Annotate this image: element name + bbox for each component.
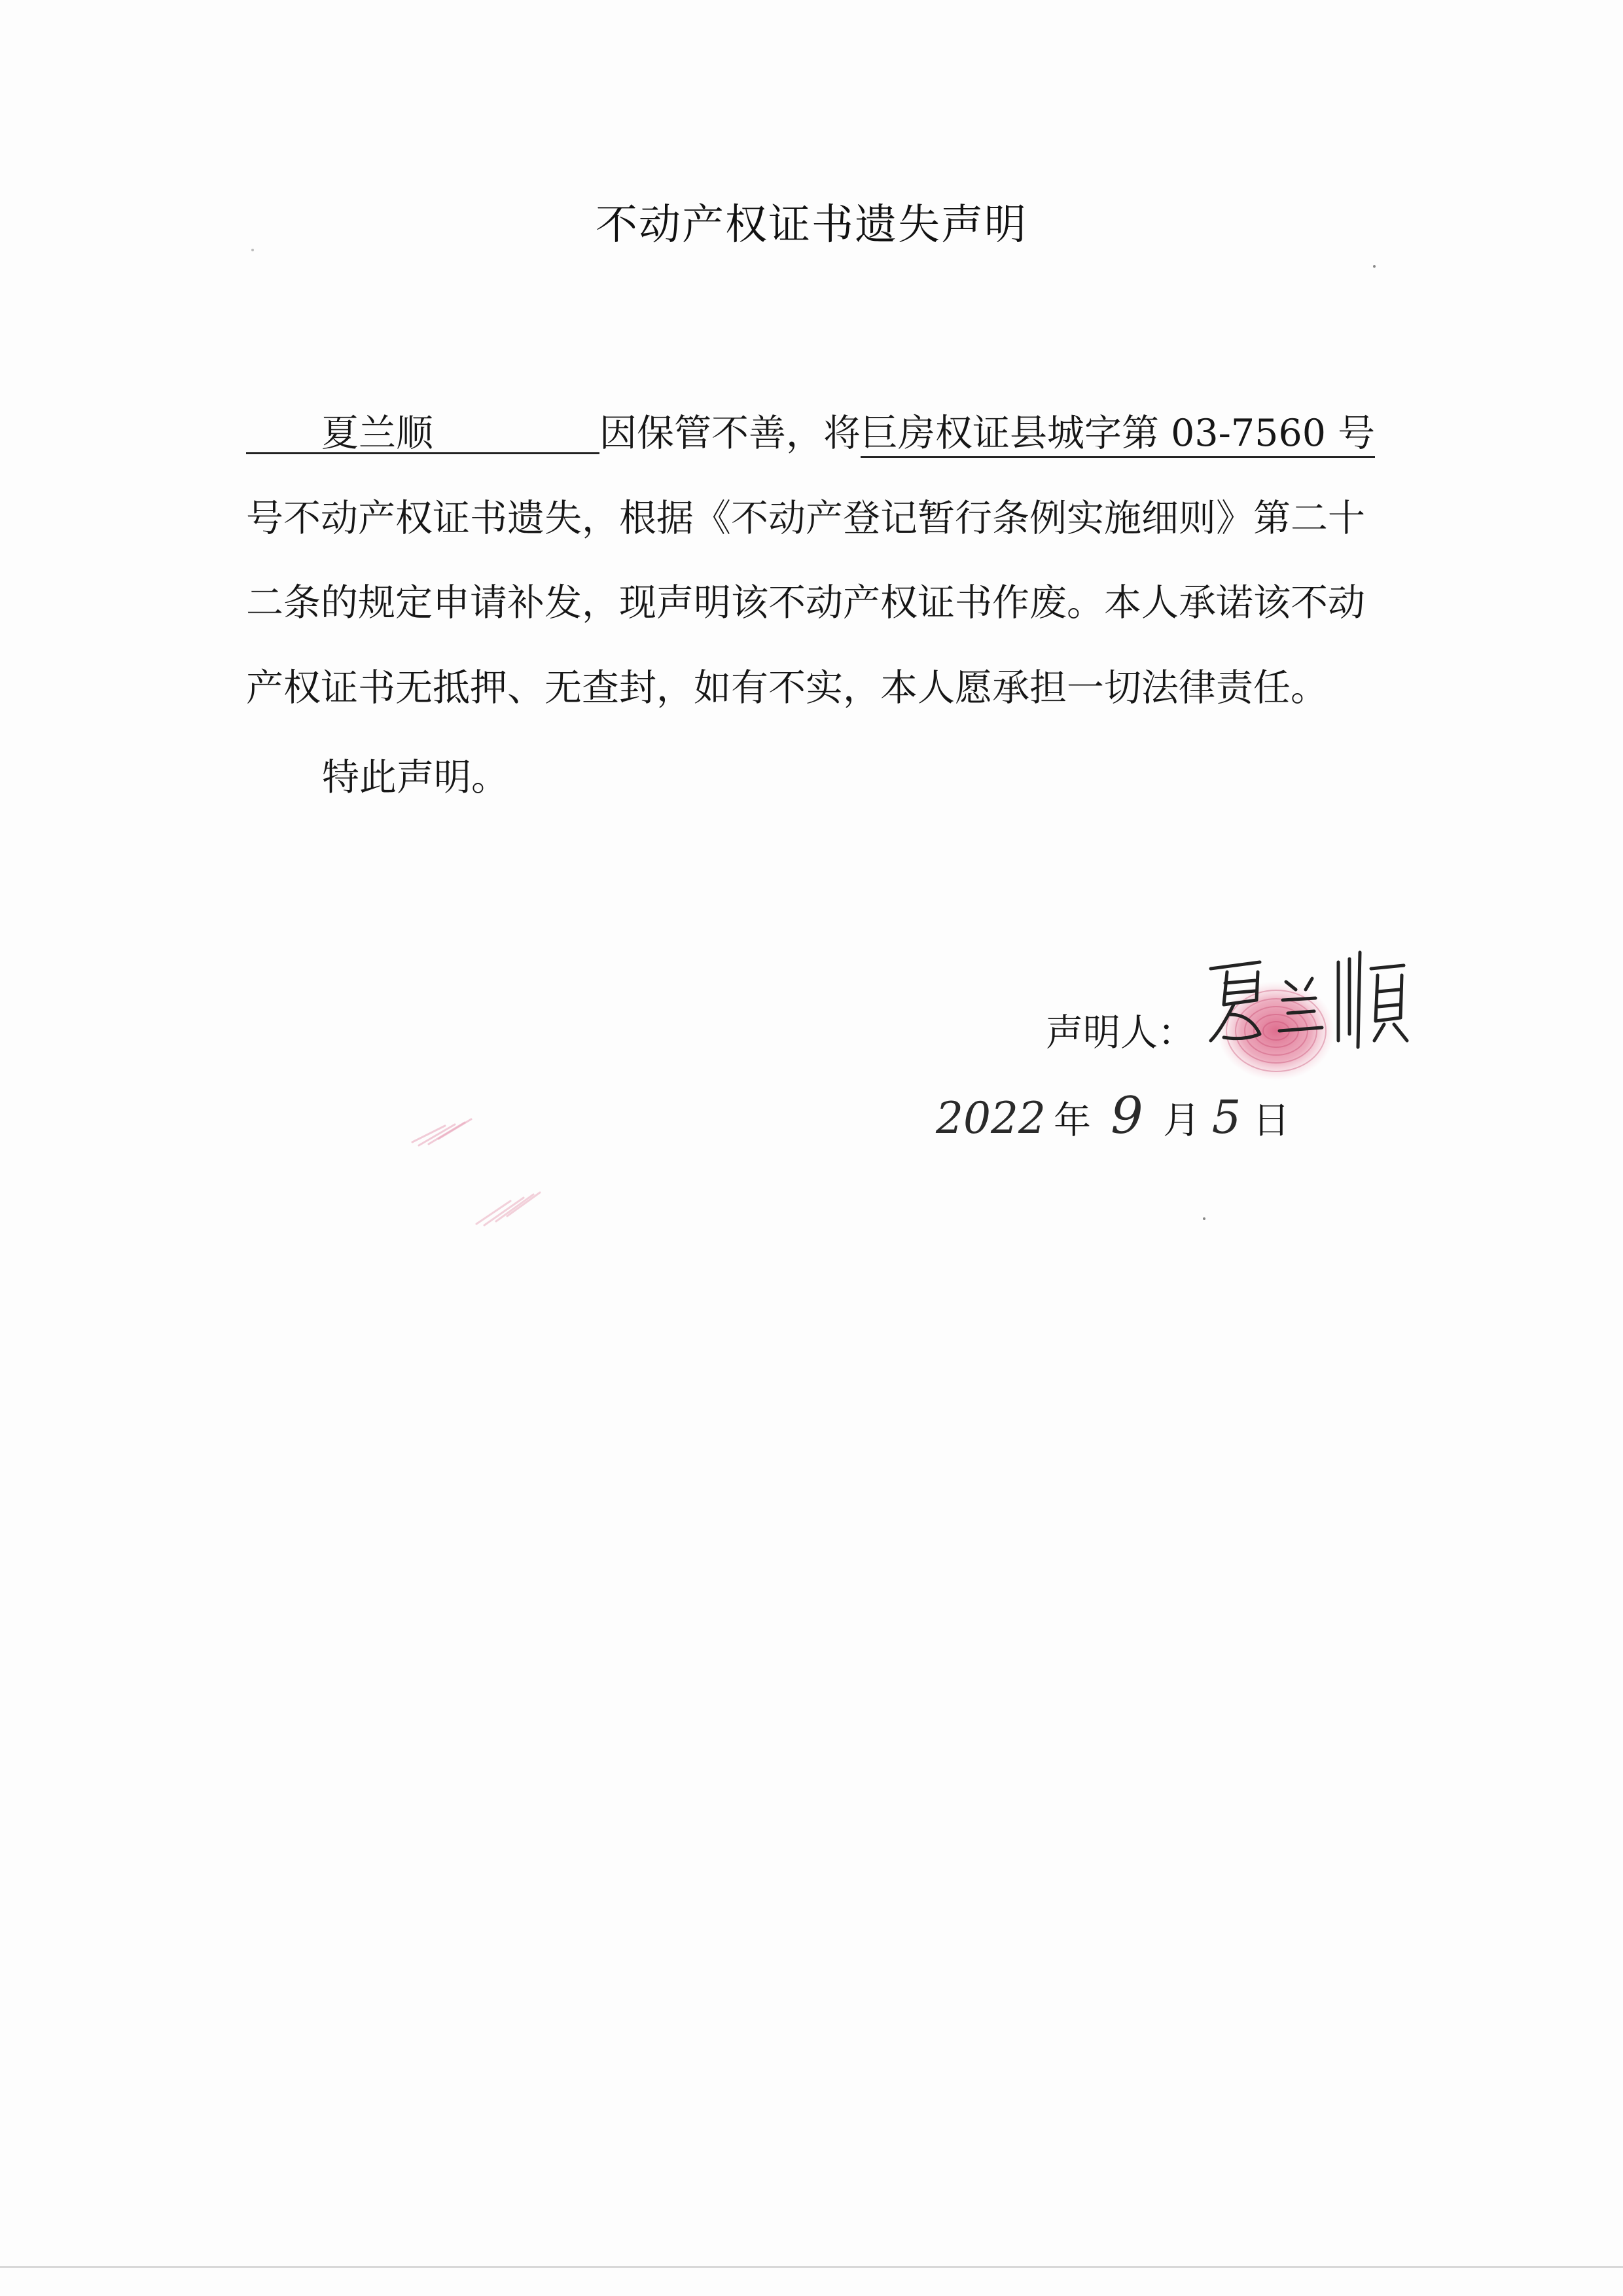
- closing-statement: 特此声明。: [322, 756, 508, 799]
- date-month-unit: 月: [1163, 1099, 1200, 1142]
- body-line-4: 产权证书无抵押、无查封，如有不实，本人愿承担一切法律责任。: [246, 666, 1328, 709]
- ink-smudge: [471, 1178, 543, 1230]
- loss-reason-text: 因保管不善，将: [599, 412, 861, 455]
- date-year: 2022: [936, 1093, 1046, 1143]
- ink-smudge: [406, 1106, 478, 1152]
- scan-speck: [1373, 265, 1376, 268]
- certificate-number: 巨房权证县城字第 03-7560 号: [861, 412, 1375, 458]
- date-month: 9: [1111, 1086, 1143, 1145]
- scan-speck: [251, 249, 254, 251]
- body-line-2: 号不动产权证书遗失，根据《不动产登记暂行条例实施细则》第二十: [246, 497, 1365, 540]
- declarant-name: 夏兰顺: [321, 412, 433, 455]
- handwritten-signature: [1198, 942, 1414, 1060]
- declarant-label: 声明人：: [1046, 1011, 1195, 1054]
- scan-edge: [0, 2266, 1623, 2268]
- body-line-1: [246, 412, 1376, 455]
- date-year-unit: 年: [1054, 1099, 1091, 1142]
- scan-speck: [1203, 1217, 1205, 1220]
- declaration-date: [936, 1086, 1290, 1145]
- body-line-3: 二条的规定申请补发，现声明该不动产权证书作废。本人承诺该不动: [246, 581, 1365, 624]
- date-day: 5: [1211, 1090, 1241, 1144]
- date-day-unit: 日: [1253, 1099, 1290, 1142]
- document-title: 不动产权证书遗失声明: [596, 201, 1027, 249]
- declarant-name-field: [246, 412, 599, 455]
